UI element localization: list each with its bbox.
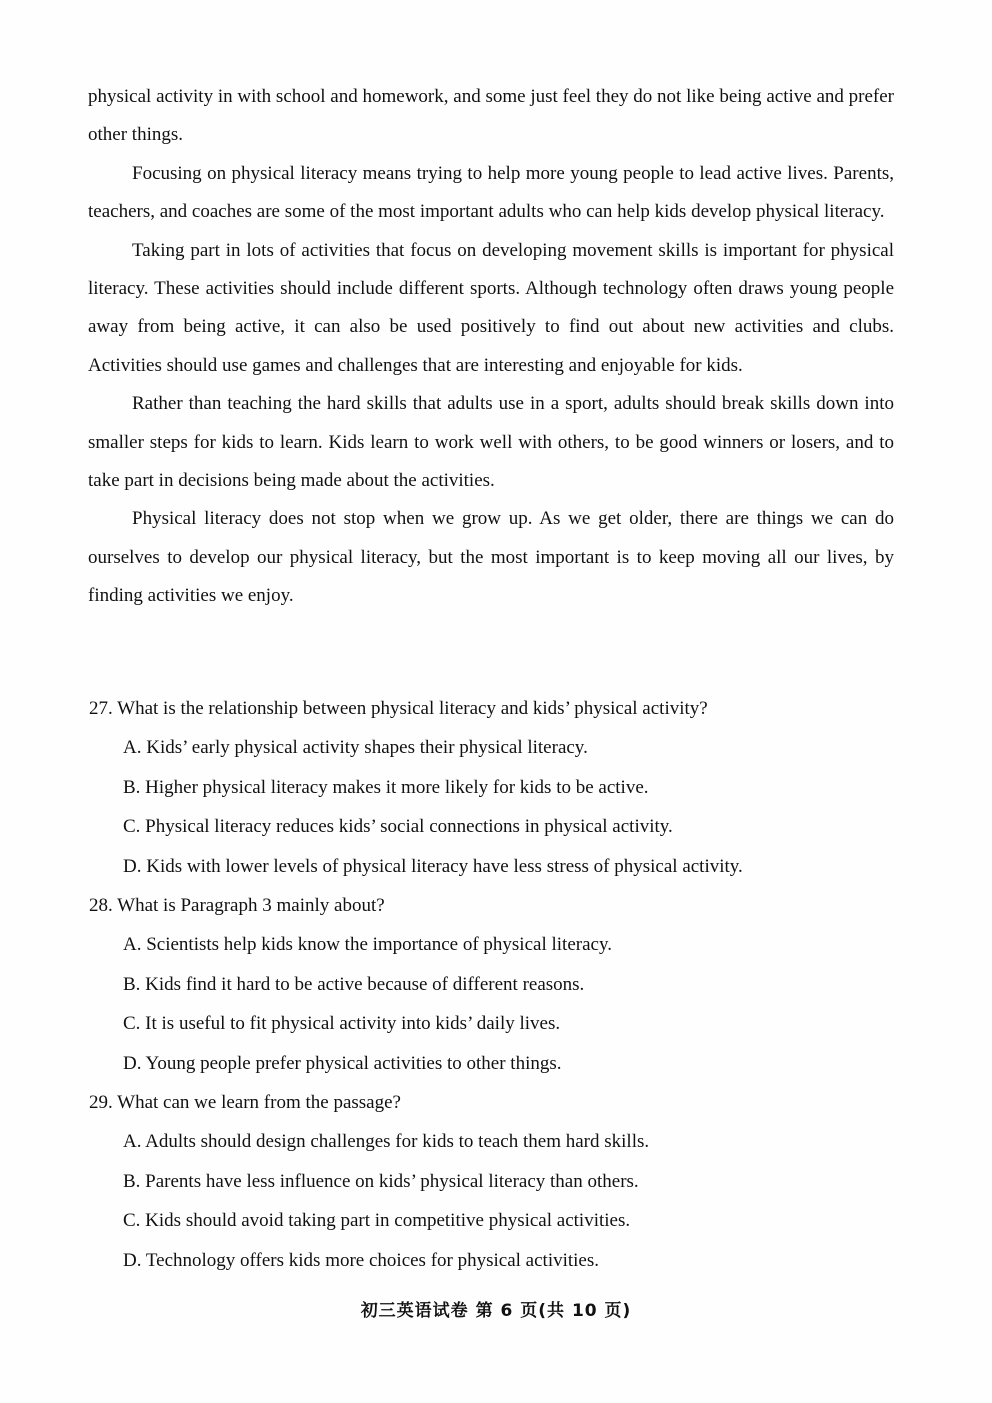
option-c: C. Kids should avoid taking part in competitive physical activities. [123, 1210, 631, 1231]
option-b: B. Parents have less influence on kids’ physical literacy than others. [123, 1170, 639, 1192]
passage-paragraph: Focusing on physical literacy means trying to help more young people to lead active lives. Parents, teachers, and coaches are some of the most important adults who can help kids develop physical literacy. [88, 162, 894, 223]
option-d: D. Kids with lower levels of physical literacy have less stress of physical activity. [123, 855, 743, 877]
option-b: B. Kids find it hard to be active because of different reasons. [123, 973, 585, 995]
question-list [89, 689, 895, 1280]
question-28 [89, 886, 895, 1083]
option-d: D. Young people prefer physical activities to other things. [123, 1052, 562, 1074]
option-c: C. It is useful to fit physical activity into kids’ daily lives. [123, 1013, 561, 1034]
question-29 [89, 1083, 895, 1280]
passage-paragraph-continued: physical activity in with school and homework, and some just feel they do not like being active and prefer other things. [88, 86, 894, 146]
option-d: D. Technology offers kids more choices for physical activities. [123, 1249, 600, 1271]
option-c: C. Physical literacy reduces kids’ social connections in physical activity. [123, 816, 673, 837]
passage-paragraph: Rather than teaching the hard skills that adults use in a sport, adults should break skills down into smaller steps for kids to learn. Kids learn to work well with others, to be good winners or losers, and to take part in decisions being made about the activities. [88, 393, 894, 492]
reading-passage [88, 78, 894, 616]
passage-paragraph: Physical literacy does not stop when we grow up. As we get older, there are things we can do ourselves to develop our physical literacy, but the most important is to keep moving all our lives, by finding activities we enjoy. [88, 508, 894, 607]
question-stem: 28. What is Paragraph 3 mainly about? [89, 895, 385, 916]
option-a: A. Kids’ early physical activity shapes their physical literacy. [123, 737, 588, 758]
page-footer: 初三英语试卷 第 6 页(共 10 页) [360, 1301, 632, 1321]
question-stem: 29. What can we learn from the passage? [89, 1092, 401, 1113]
option-a: A. Adults should design challenges for kids to teach them hard skills. [123, 1131, 650, 1152]
question-27 [89, 689, 895, 886]
question-stem: 27. What is the relationship between physical literacy and kids’ physical activity? [89, 698, 708, 719]
passage-paragraph: Taking part in lots of activities that focus on developing movement skills is important for physical literacy. These activities should include different sports. Although technology often draws young people away from being active, it can also be used positively to find out about new activities and clubs. Activities should use games and challenges that are interesting and enjoyable for kids. [88, 239, 894, 376]
option-b: B. Higher physical literacy makes it more likely for kids to be active. [123, 776, 649, 798]
option-a: A. Scientists help kids know the importance of physical literacy. [123, 934, 612, 955]
